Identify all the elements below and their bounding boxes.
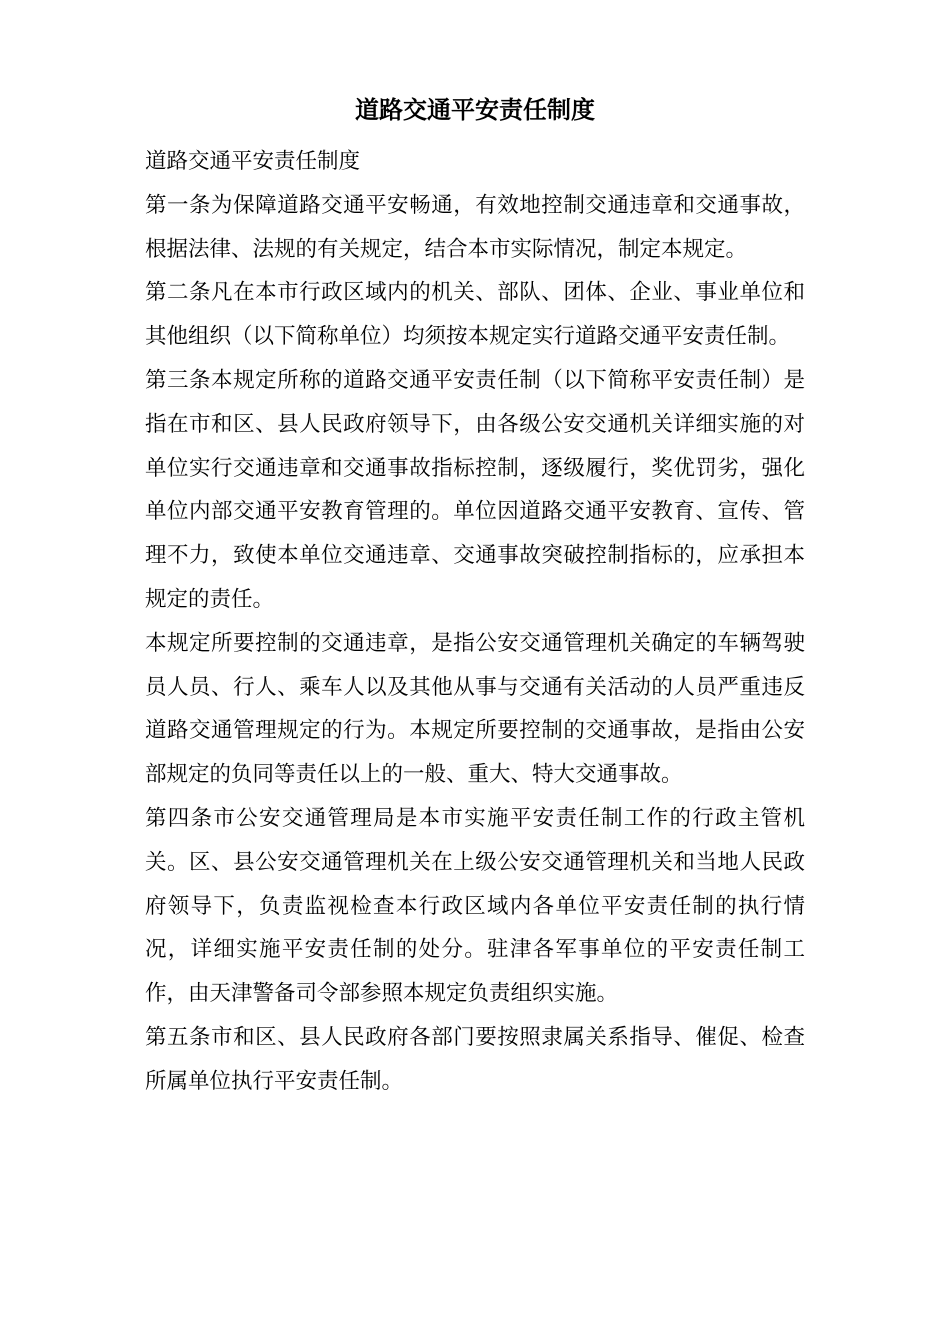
paragraph-subtitle: 道路交通平安责任制度 <box>145 149 361 174</box>
paragraph-article-5: 第五条市和区、县人民政府各部门要按照隶属关系指导、催促、检查所属单位执行平安责任制。 <box>145 1024 805 1094</box>
document-title: 道路交通平安责任制度 <box>355 95 595 124</box>
paragraph-article-3: 第三条本规定所称的道路交通平安责任制（以下简称平安责任制）是指在市和区、县人民政府领导下，由各级公安交通机关详细实施的对单位实行交通违章和交通事故指标控制，逐级履行，奖优罚劣，强化单位内部交通平安教育管理的。单位因道路交通平安教育、宣传、管理不力，致使本单位交通违章、交通事故突破控制指标的，应承担本规定的责任。 <box>145 367 805 612</box>
paragraph-article-2: 第二条凡在本市行政区域内的机关、部队、团体、企业、事业单位和其他组织（以下简称单位）均须按本规定实行道路交通平安责任制。 <box>145 280 805 350</box>
paragraph-article-1: 第一条为保障道路交通平安畅通，有效地控制交通违章和交通事故，根据法律、法规的有关规定，结合本市实际情况，制定本规定。 <box>145 192 805 262</box>
paragraph-article-3-definitions: 本规定所要控制的交通违章，是指公安交通管理机关确定的车辆驾驶员人员、行人、乘车人以及其他从事与交通有关活动的人员严重违反道路交通管理规定的行为。本规定所要控制的交通事故，是指由公安部规定的负同等责任以上的一般、重大、特大交通事故。 <box>145 630 805 788</box>
document-body <box>145 140 805 1104</box>
paragraph-article-4: 第四条市公安交通管理局是本市实施平安责任制工作的行政主管机关。区、县公安交通管理机关在上级公安交通管理机关和当地人民政府领导下，负责监视检查本行政区域内各单位平安责任制的执行情况，详细实施平安责任制的处分。驻津各军事单位的平安责任制工作，由天津警备司令部参照本规定负责组织实施。 <box>145 805 805 1007</box>
